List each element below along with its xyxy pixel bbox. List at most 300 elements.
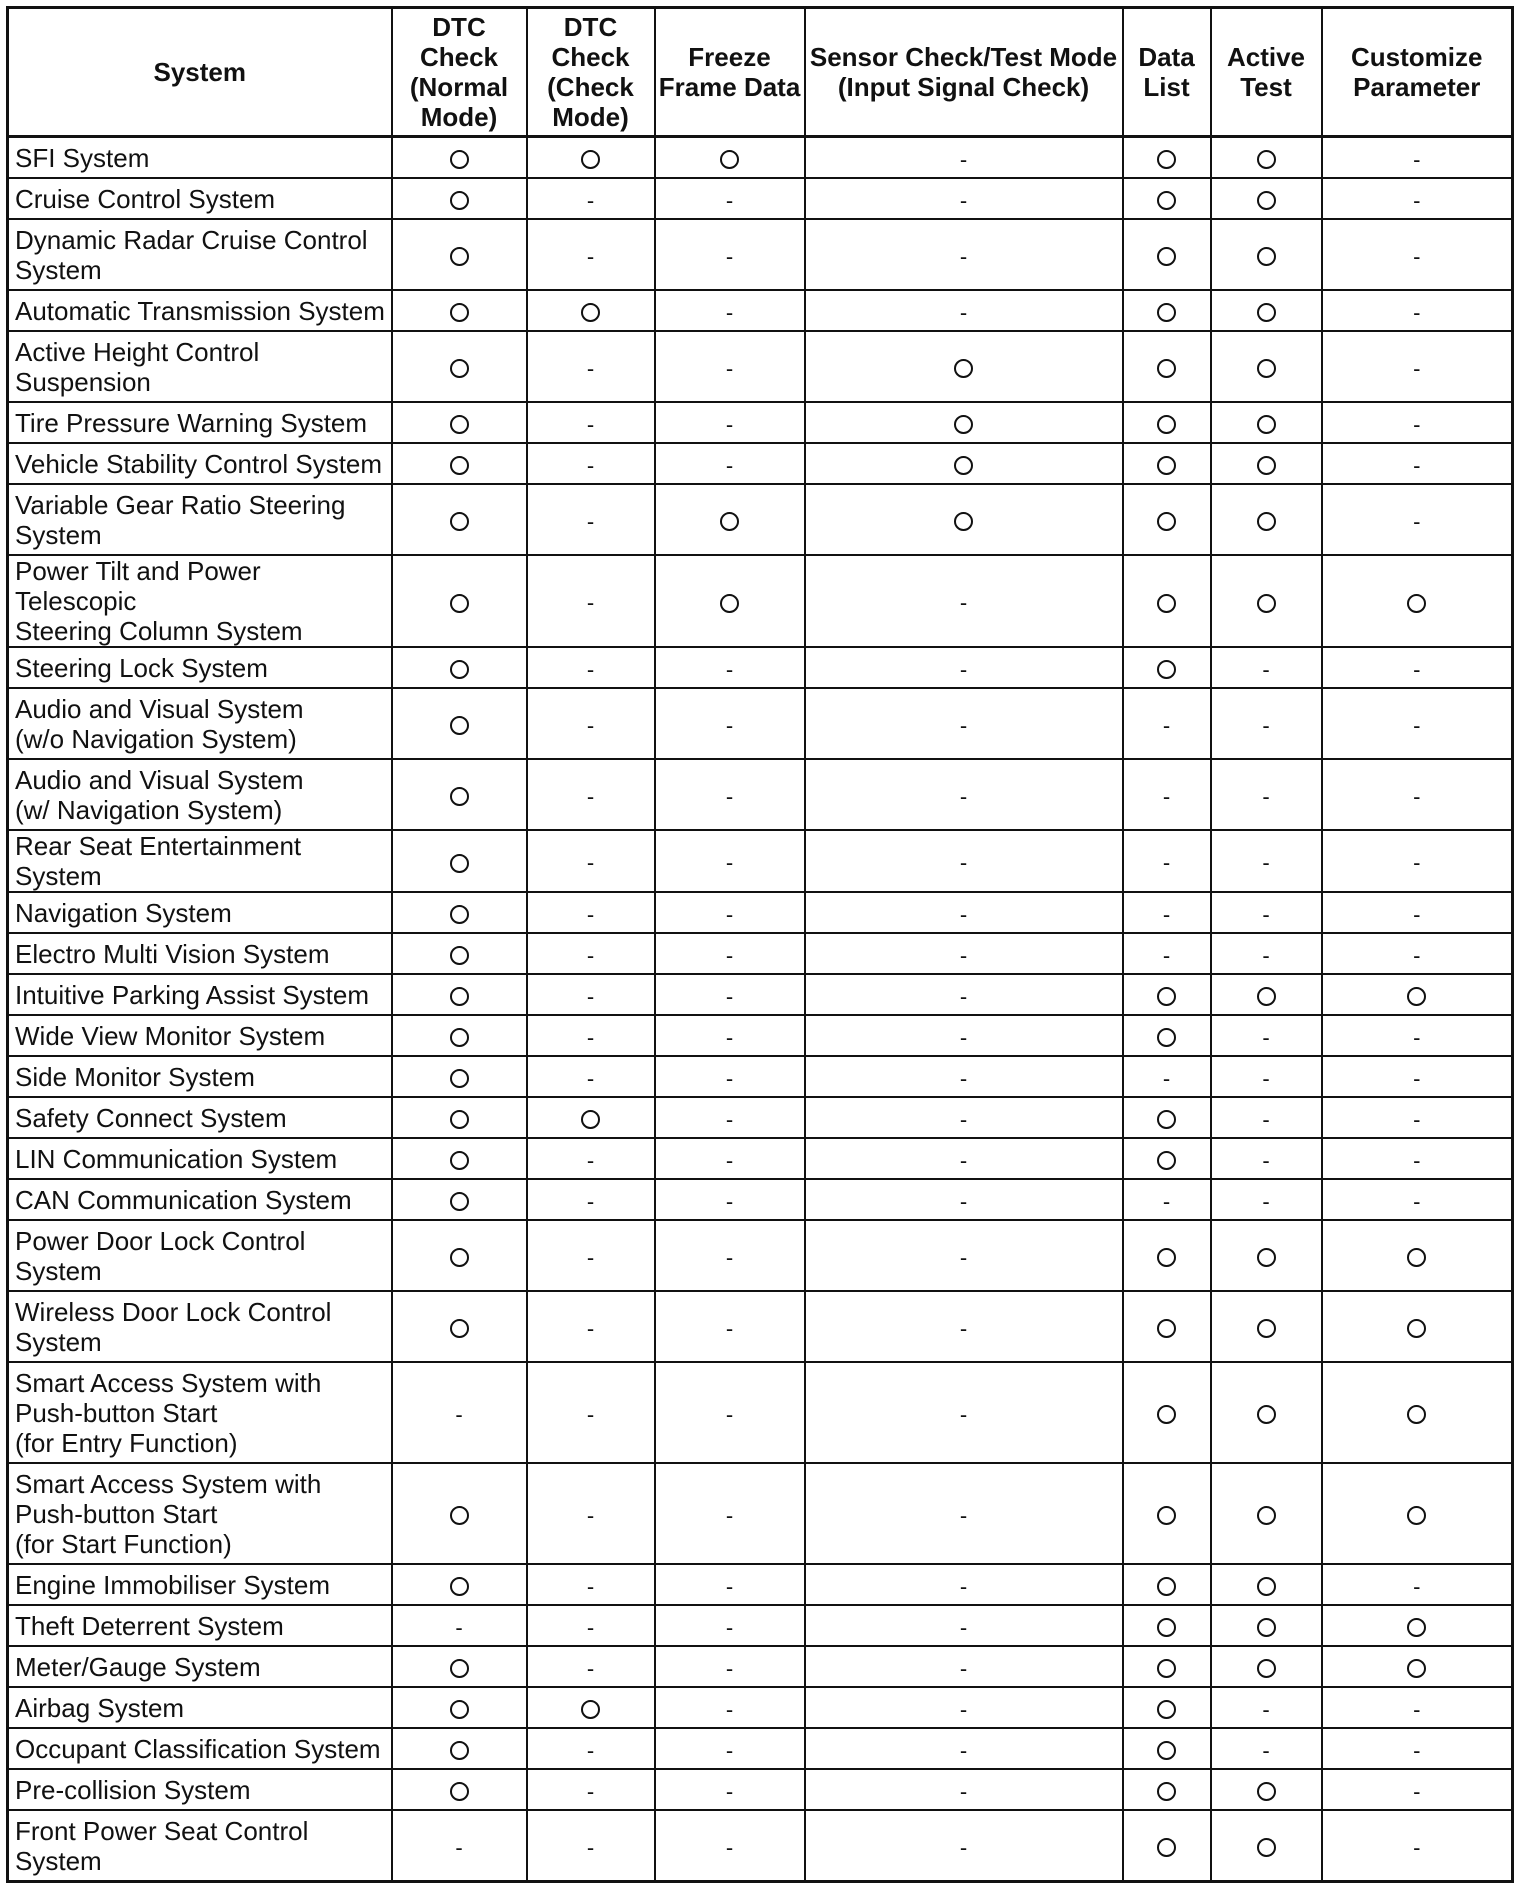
- system-name-cell: Engine Immobiliser System: [8, 1564, 392, 1605]
- table-row: [8, 331, 1513, 402]
- supported-circle-icon: [1157, 1577, 1176, 1596]
- not-supported-dash: -: [959, 1188, 968, 1214]
- not-supported-dash: -: [725, 1834, 734, 1860]
- system-name-cell: Wireless Door Lock Control System: [8, 1291, 392, 1362]
- not-supported-dash: -: [725, 187, 734, 213]
- not-supported-dash: -: [1162, 942, 1171, 968]
- not-supported-dash: -: [959, 1778, 968, 1804]
- cell-dtc-normal: [392, 974, 527, 1015]
- cell-freeze-frame: [655, 933, 805, 974]
- cell-dtc-normal: [392, 331, 527, 402]
- not-supported-dash: -: [725, 1573, 734, 1599]
- cell-data-list: [1123, 1564, 1211, 1605]
- cell-sensor-check: [805, 1097, 1123, 1138]
- cell-customize: [1322, 830, 1513, 892]
- supported-circle-icon: [450, 905, 469, 924]
- cell-dtc-check: [527, 688, 655, 759]
- cell-sensor-check: [805, 1728, 1123, 1769]
- not-supported-dash: -: [1413, 1737, 1421, 1763]
- not-supported-dash: -: [725, 901, 734, 927]
- not-supported-dash: -: [959, 1502, 968, 1528]
- not-supported-dash: -: [959, 1147, 968, 1173]
- not-supported-dash: -: [1413, 452, 1421, 478]
- cell-customize: [1322, 1687, 1513, 1728]
- supported-circle-icon: [1257, 1618, 1276, 1637]
- cell-dtc-check: [527, 1015, 655, 1056]
- cell-customize: [1322, 137, 1513, 179]
- not-supported-dash: -: [725, 850, 734, 876]
- cell-active-test: [1211, 1291, 1322, 1362]
- cell-customize: [1322, 331, 1513, 402]
- cell-active-test: [1211, 1810, 1322, 1882]
- not-supported-dash: -: [959, 983, 968, 1009]
- system-name-cell: Smart Access System with Push-button Start (for Entry Function): [8, 1362, 392, 1463]
- supported-circle-icon: [581, 1700, 600, 1719]
- cell-data-list: [1123, 290, 1211, 331]
- cell-dtc-check: [527, 137, 655, 179]
- not-supported-dash: -: [725, 942, 734, 968]
- cell-freeze-frame: [655, 137, 805, 179]
- cell-active-test: [1211, 555, 1322, 647]
- not-supported-dash: -: [1413, 146, 1421, 172]
- not-supported-dash: -: [959, 187, 968, 213]
- cell-dtc-normal: [392, 484, 527, 555]
- supported-circle-icon: [1157, 1028, 1176, 1047]
- supported-circle-icon: [450, 946, 469, 965]
- not-supported-dash: -: [959, 1024, 968, 1050]
- supported-circle-icon: [1157, 987, 1176, 1006]
- system-name-cell: Side Monitor System: [8, 1056, 392, 1097]
- not-supported-dash: -: [586, 983, 595, 1009]
- supported-circle-icon: [1257, 247, 1276, 266]
- cell-freeze-frame: [655, 1362, 805, 1463]
- supported-circle-icon: [1157, 512, 1176, 531]
- cell-freeze-frame: [655, 1605, 805, 1646]
- not-supported-dash: -: [586, 1147, 595, 1173]
- not-supported-dash: -: [1262, 901, 1270, 927]
- supported-circle-icon: [1257, 1659, 1276, 1678]
- not-supported-dash: -: [586, 850, 595, 876]
- cell-dtc-normal: [392, 1097, 527, 1138]
- system-name-cell: Safety Connect System: [8, 1097, 392, 1138]
- not-supported-dash: -: [586, 1188, 595, 1214]
- cell-active-test: [1211, 688, 1322, 759]
- supported-circle-icon: [450, 1192, 469, 1211]
- cell-sensor-check: [805, 1179, 1123, 1220]
- cell-dtc-check: [527, 1646, 655, 1687]
- table-row: [8, 1728, 1513, 1769]
- table-row: [8, 290, 1513, 331]
- cell-sensor-check: [805, 974, 1123, 1015]
- not-supported-dash: -: [586, 1244, 595, 1270]
- cell-freeze-frame: [655, 178, 805, 219]
- supported-circle-icon: [1157, 660, 1176, 679]
- cell-customize: [1322, 892, 1513, 933]
- table-row: [8, 484, 1513, 555]
- system-name-cell: Active Height Control Suspension: [8, 331, 392, 402]
- header-system: System: [8, 8, 392, 137]
- not-supported-dash: -: [725, 411, 734, 437]
- cell-dtc-normal: [392, 830, 527, 892]
- supported-circle-icon: [1157, 1741, 1176, 1760]
- supported-circle-icon: [450, 456, 469, 475]
- cell-data-list: [1123, 1138, 1211, 1179]
- supported-circle-icon: [1257, 1782, 1276, 1801]
- cell-customize: [1322, 1291, 1513, 1362]
- header-freeze-frame-data: Freeze Frame Data: [655, 8, 805, 137]
- supported-circle-icon: [954, 359, 973, 378]
- system-name-cell: Front Power Seat Control System: [8, 1810, 392, 1882]
- not-supported-dash: -: [725, 1106, 734, 1132]
- supported-circle-icon: [954, 512, 973, 531]
- not-supported-dash: -: [586, 1737, 595, 1763]
- cell-data-list: [1123, 1810, 1211, 1882]
- cell-data-list: [1123, 484, 1211, 555]
- not-supported-dash: -: [959, 1573, 968, 1599]
- cell-dtc-check: [527, 892, 655, 933]
- supported-circle-icon: [450, 359, 469, 378]
- cell-active-test: [1211, 331, 1322, 402]
- supported-circle-icon: [1257, 359, 1276, 378]
- table-row: [8, 892, 1513, 933]
- table-row: [8, 830, 1513, 892]
- table-row: [8, 1056, 1513, 1097]
- not-supported-dash: -: [725, 243, 734, 269]
- supported-circle-icon: [1157, 1506, 1176, 1525]
- supported-circle-icon: [450, 1248, 469, 1267]
- supported-circle-icon: [954, 415, 973, 434]
- not-supported-dash: -: [725, 656, 734, 682]
- cell-dtc-check: [527, 1687, 655, 1728]
- cell-freeze-frame: [655, 830, 805, 892]
- cell-active-test: [1211, 178, 1322, 219]
- cell-freeze-frame: [655, 402, 805, 443]
- table-row: [8, 1687, 1513, 1728]
- not-supported-dash: -: [959, 942, 968, 968]
- cell-customize: [1322, 647, 1513, 688]
- not-supported-dash: -: [1413, 1573, 1421, 1599]
- not-supported-dash: -: [959, 299, 968, 325]
- cell-dtc-check: [527, 178, 655, 219]
- table-row: [8, 443, 1513, 484]
- supported-circle-icon: [450, 1028, 469, 1047]
- supported-circle-icon: [1157, 191, 1176, 210]
- cell-freeze-frame: [655, 290, 805, 331]
- system-name-cell: Audio and Visual System (w/o Navigation System): [8, 688, 392, 759]
- cell-sensor-check: [805, 331, 1123, 402]
- cell-freeze-frame: [655, 1220, 805, 1291]
- not-supported-dash: -: [1413, 783, 1421, 809]
- not-supported-dash: -: [725, 1065, 734, 1091]
- cell-dtc-normal: [392, 178, 527, 219]
- not-supported-dash: -: [959, 901, 968, 927]
- cell-dtc-normal: [392, 1564, 527, 1605]
- supported-circle-icon: [450, 1506, 469, 1525]
- not-supported-dash: -: [1162, 901, 1171, 927]
- cell-customize: [1322, 555, 1513, 647]
- not-supported-dash: -: [1413, 1834, 1421, 1860]
- system-name-cell: Power Tilt and Power Telescopic Steering Column System: [8, 555, 392, 647]
- system-name-cell: Vehicle Stability Control System: [8, 443, 392, 484]
- cell-customize: [1322, 1097, 1513, 1138]
- supported-circle-icon: [1157, 150, 1176, 169]
- supported-circle-icon: [450, 1782, 469, 1801]
- cell-dtc-check: [527, 443, 655, 484]
- not-supported-dash: -: [725, 983, 734, 1009]
- cell-sensor-check: [805, 484, 1123, 555]
- supported-circle-icon: [1407, 1659, 1426, 1678]
- cell-sensor-check: [805, 1769, 1123, 1810]
- not-supported-dash: -: [1413, 1147, 1421, 1173]
- cell-dtc-normal: [392, 1138, 527, 1179]
- cell-customize: [1322, 1362, 1513, 1463]
- cell-active-test: [1211, 1769, 1322, 1810]
- cell-dtc-normal: [392, 1728, 527, 1769]
- not-supported-dash: -: [725, 1147, 734, 1173]
- cell-freeze-frame: [655, 1687, 805, 1728]
- not-supported-dash: -: [959, 1401, 968, 1427]
- not-supported-dash: -: [1162, 783, 1171, 809]
- cell-dtc-normal: [392, 1015, 527, 1056]
- cell-freeze-frame: [655, 1015, 805, 1056]
- not-supported-dash: -: [1413, 299, 1421, 325]
- supported-circle-icon: [450, 660, 469, 679]
- supported-circle-icon: [1157, 1700, 1176, 1719]
- cell-dtc-check: [527, 1179, 655, 1220]
- table-row: [8, 1646, 1513, 1687]
- cell-sensor-check: [805, 137, 1123, 179]
- cell-sensor-check: [805, 1138, 1123, 1179]
- cell-sensor-check: [805, 555, 1123, 647]
- cell-customize: [1322, 1138, 1513, 1179]
- not-supported-dash: -: [1413, 1696, 1421, 1722]
- table-row: [8, 555, 1513, 647]
- supported-circle-icon: [450, 987, 469, 1006]
- not-supported-dash: -: [725, 712, 734, 738]
- system-name-cell: Dynamic Radar Cruise Control System: [8, 219, 392, 290]
- not-supported-dash: -: [959, 1655, 968, 1681]
- cell-active-test: [1211, 1605, 1322, 1646]
- cell-sensor-check: [805, 1015, 1123, 1056]
- table-row: [8, 1015, 1513, 1056]
- cell-freeze-frame: [655, 974, 805, 1015]
- supported-circle-icon: [581, 150, 600, 169]
- not-supported-dash: -: [1413, 712, 1421, 738]
- cell-data-list: [1123, 1362, 1211, 1463]
- cell-data-list: [1123, 647, 1211, 688]
- not-supported-dash: -: [725, 452, 734, 478]
- not-supported-dash: -: [959, 1737, 968, 1763]
- cell-data-list: [1123, 1463, 1211, 1564]
- cell-data-list: [1123, 688, 1211, 759]
- not-supported-dash: -: [725, 1655, 734, 1681]
- not-supported-dash: -: [586, 1502, 595, 1528]
- not-supported-dash: -: [959, 1065, 968, 1091]
- cell-dtc-check: [527, 1138, 655, 1179]
- cell-dtc-normal: [392, 688, 527, 759]
- cell-active-test: [1211, 137, 1322, 179]
- supported-circle-icon: [450, 1741, 469, 1760]
- cell-active-test: [1211, 484, 1322, 555]
- not-supported-dash: -: [1413, 187, 1421, 213]
- cell-active-test: [1211, 933, 1322, 974]
- not-supported-dash: -: [959, 1834, 968, 1860]
- cell-dtc-check: [527, 1362, 655, 1463]
- table-row: [8, 1810, 1513, 1882]
- supported-circle-icon: [1257, 1506, 1276, 1525]
- cell-dtc-normal: [392, 1810, 527, 1882]
- system-name-cell: Steering Lock System: [8, 647, 392, 688]
- not-supported-dash: -: [959, 146, 968, 172]
- cell-freeze-frame: [655, 1056, 805, 1097]
- cell-dtc-normal: [392, 219, 527, 290]
- cell-active-test: [1211, 1564, 1322, 1605]
- cell-customize: [1322, 974, 1513, 1015]
- cell-customize: [1322, 219, 1513, 290]
- not-supported-dash: -: [725, 1244, 734, 1270]
- table-row: [8, 1220, 1513, 1291]
- cell-dtc-check: [527, 402, 655, 443]
- supported-circle-icon: [1257, 512, 1276, 531]
- cell-dtc-normal: [392, 1646, 527, 1687]
- cell-active-test: [1211, 892, 1322, 933]
- cell-customize: [1322, 688, 1513, 759]
- not-supported-dash: -: [959, 712, 968, 738]
- cell-data-list: [1123, 443, 1211, 484]
- cell-freeze-frame: [655, 331, 805, 402]
- cell-freeze-frame: [655, 892, 805, 933]
- cell-dtc-normal: [392, 759, 527, 830]
- cell-active-test: [1211, 647, 1322, 688]
- not-supported-dash: -: [959, 1315, 968, 1341]
- cell-dtc-normal: [392, 892, 527, 933]
- cell-customize: [1322, 178, 1513, 219]
- cell-active-test: [1211, 443, 1322, 484]
- table-row: [8, 402, 1513, 443]
- header-row: [8, 8, 1513, 137]
- table-row: [8, 178, 1513, 219]
- not-supported-dash: -: [959, 1106, 968, 1132]
- cell-sensor-check: [805, 1220, 1123, 1291]
- not-supported-dash: -: [959, 1244, 968, 1270]
- cell-data-list: [1123, 331, 1211, 402]
- cell-freeze-frame: [655, 555, 805, 647]
- not-supported-dash: -: [1413, 1778, 1421, 1804]
- cell-dtc-normal: [392, 443, 527, 484]
- table-row: [8, 974, 1513, 1015]
- table-row: [8, 137, 1513, 179]
- system-name-cell: Electro Multi Vision System: [8, 933, 392, 974]
- supported-circle-icon: [1257, 456, 1276, 475]
- cell-dtc-normal: [392, 1291, 527, 1362]
- cell-active-test: [1211, 290, 1322, 331]
- supported-circle-icon: [450, 854, 469, 873]
- not-supported-dash: -: [725, 355, 734, 381]
- system-name-cell: Variable Gear Ratio Steering System: [8, 484, 392, 555]
- not-supported-dash: -: [586, 1065, 595, 1091]
- cell-freeze-frame: [655, 1097, 805, 1138]
- supported-circle-icon: [1157, 247, 1176, 266]
- cell-data-list: [1123, 1605, 1211, 1646]
- not-supported-dash: -: [959, 1696, 968, 1722]
- not-supported-dash: -: [1162, 712, 1171, 738]
- cell-dtc-check: [527, 290, 655, 331]
- not-supported-dash: -: [1413, 901, 1421, 927]
- supported-circle-icon: [450, 512, 469, 531]
- cell-freeze-frame: [655, 1291, 805, 1362]
- not-supported-dash: -: [586, 1778, 595, 1804]
- supported-circle-icon: [450, 1700, 469, 1719]
- supported-circle-icon: [450, 1319, 469, 1338]
- cell-dtc-normal: [392, 1687, 527, 1728]
- not-supported-dash: -: [455, 1614, 463, 1640]
- table-row: [8, 1605, 1513, 1646]
- cell-customize: [1322, 1463, 1513, 1564]
- cell-data-list: [1123, 933, 1211, 974]
- not-supported-dash: -: [725, 1401, 734, 1427]
- supported-circle-icon: [1257, 1319, 1276, 1338]
- cell-dtc-check: [527, 1769, 655, 1810]
- cell-customize: [1322, 1220, 1513, 1291]
- cell-dtc-check: [527, 1605, 655, 1646]
- not-supported-dash: -: [1262, 1696, 1270, 1722]
- cell-sensor-check: [805, 892, 1123, 933]
- cell-active-test: [1211, 1463, 1322, 1564]
- cell-sensor-check: [805, 402, 1123, 443]
- not-supported-dash: -: [586, 355, 595, 381]
- not-supported-dash: -: [586, 243, 595, 269]
- supported-circle-icon: [1157, 1782, 1176, 1801]
- cell-data-list: [1123, 892, 1211, 933]
- cell-customize: [1322, 1810, 1513, 1882]
- cell-customize: [1322, 1564, 1513, 1605]
- supported-circle-icon: [1157, 1110, 1176, 1129]
- cell-dtc-normal: [392, 1605, 527, 1646]
- supported-circle-icon: [450, 594, 469, 613]
- not-supported-dash: -: [586, 656, 595, 682]
- not-supported-dash: -: [1413, 1024, 1421, 1050]
- not-supported-dash: -: [1262, 1737, 1270, 1763]
- not-supported-dash: -: [725, 1696, 734, 1722]
- not-supported-dash: -: [586, 1614, 595, 1640]
- cell-sensor-check: [805, 933, 1123, 974]
- supported-circle-icon: [450, 1151, 469, 1170]
- cell-sensor-check: [805, 759, 1123, 830]
- system-name-cell: Rear Seat Entertainment System: [8, 830, 392, 892]
- table-row: [8, 933, 1513, 974]
- not-supported-dash: -: [725, 1614, 734, 1640]
- cell-sensor-check: [805, 290, 1123, 331]
- not-supported-dash: -: [1262, 656, 1270, 682]
- cell-dtc-normal: [392, 1220, 527, 1291]
- supported-circle-icon: [1257, 191, 1276, 210]
- cell-freeze-frame: [655, 1179, 805, 1220]
- supported-circle-icon: [720, 512, 739, 531]
- cell-freeze-frame: [655, 1769, 805, 1810]
- cell-customize: [1322, 290, 1513, 331]
- supported-circle-icon: [1157, 594, 1176, 613]
- not-supported-dash: -: [959, 1614, 968, 1640]
- not-supported-dash: -: [586, 942, 595, 968]
- cell-dtc-check: [527, 1728, 655, 1769]
- cell-sensor-check: [805, 830, 1123, 892]
- supported-circle-icon: [1407, 1248, 1426, 1267]
- not-supported-dash: -: [1413, 1188, 1421, 1214]
- supported-circle-icon: [1157, 1405, 1176, 1424]
- cell-active-test: [1211, 1015, 1322, 1056]
- cell-data-list: [1123, 1015, 1211, 1056]
- cell-active-test: [1211, 1728, 1322, 1769]
